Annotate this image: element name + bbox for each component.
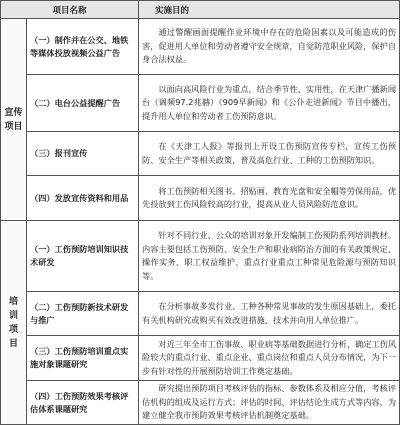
project-name: （四）发放宣传资料和用品 (27, 176, 139, 221)
project-name: （一）工伤预防培训知识技术研发 (27, 221, 139, 292)
project-name: （三）工伤预防培训重点实施对象课题研究 (27, 336, 139, 381)
project-name: （三）报刊宣传 (27, 132, 139, 176)
category-label-line: 项目 (4, 121, 23, 132)
project-purpose: 在《天津工人报》等报刊上开设工伤预防宣传专栏，宣传工伤预防、安全生产等相关政策，普及高危行业、工种的工伤预防知识。 (139, 132, 400, 176)
table-row (1, 221, 400, 292)
table-row (1, 381, 400, 425)
header-purpose: 实施目的 (139, 1, 400, 19)
category-label-line: 项 (8, 324, 18, 335)
table-row (1, 19, 400, 75)
category-label-line: 训 (8, 310, 18, 321)
project-purpose: 对近三年全市工伤事故、职业病等基础数据进行分析，确定工伤风险较大的重点行业、重点企业、重点岗位和重点人员分布情况，为下一步有针对性的开展预防培训工作奠定基础。 (139, 336, 400, 381)
project-purpose: 将工伤预防相关图书、招贴画、教育光盘和安全帽等劳保用品，优先投放到工伤风险较高的行业，提高从业人员风险防范意识。 (139, 176, 400, 221)
project-purpose: 在分析事故多发行业、工种各种常见事故的发生原因基础上，委托有关机构研究或购买有效改进措施、技术并向用人单位推广。 (139, 292, 400, 336)
table-row (1, 75, 400, 132)
table-header-row (1, 1, 400, 19)
project-name: （二）电台公益提醒广告 (27, 75, 139, 132)
project-name: （一）制作并在公交、地铁等媒体投放视频公益广告 (27, 19, 139, 75)
table-row (1, 176, 400, 221)
table-row (1, 132, 400, 176)
project-purpose: 研究提出预防项目考核评估的指标、参数体系及相应分值，考核评估机构的组成及运行方式；评估的时间、评估结论生成方式等内容，为建立健全我市预防效果考核评估机制奠定基础。 (139, 381, 400, 425)
project-purpose: 以面向高风险行业为重点，结合季节性、实用性，在天津广播新闻台（调频97.2兆赫）《909早新闻》和《公仆走进新闻》节目中播出，提升用人单位和劳动者工伤预防意识。 (139, 75, 400, 132)
project-name: （二）工伤预防新技术研发与推广 (27, 292, 139, 336)
table-row (1, 292, 400, 336)
category-label-line: 目 (8, 338, 18, 349)
project-name: （四）工伤预防效果考核评估体系课题研究 (27, 381, 139, 425)
category-training (1, 221, 27, 425)
project-purpose: 针对不同行业、公众的培训对象开发编制工伤预防系列培训教材。内容主要包括工伤预防、安全生产和职业病防治方面的有关政策规定、操作实务、职工权益维护、重点行业重点工种常见危险源与预防知识等。 (139, 221, 400, 292)
table-row (1, 336, 400, 381)
project-purpose: 通过警醒画面提醒作业环境中存在的危险因素以及可能造成的伤害，促进用人单位和劳动者遵守安全规章，自觉防范职业风险，保护自身合法权益。 (139, 19, 400, 75)
header-project-name: 项目名称 (1, 1, 139, 19)
category-label-line: 培 (8, 296, 18, 307)
category-label-line: 宣传 (4, 107, 23, 118)
category-publicity (1, 19, 27, 221)
